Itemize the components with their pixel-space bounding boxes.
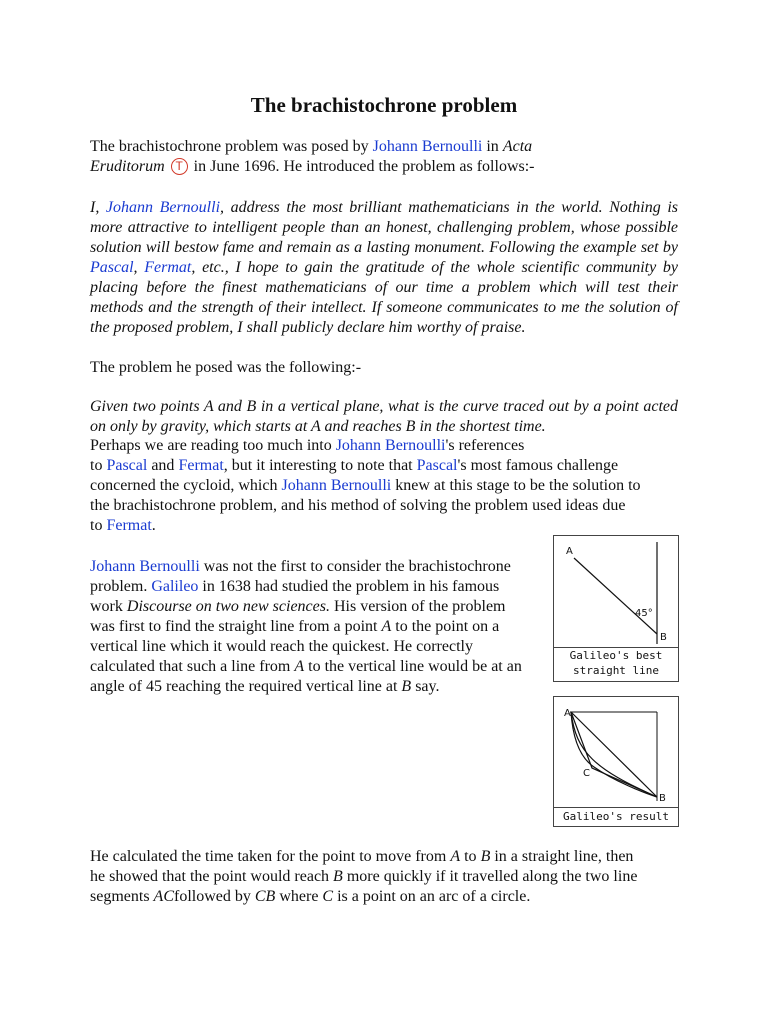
fig2-label-b: B	[659, 793, 666, 804]
link-johann-bernoulli[interactable]: Johann Bernoulli	[335, 437, 446, 454]
link-fermat[interactable]: Fermat	[106, 517, 152, 534]
link-fermat[interactable]: Fermat	[178, 457, 224, 474]
galileo-text: calculated that such a line from	[90, 658, 295, 675]
intro-line-1	[90, 137, 690, 157]
galileo-line	[90, 557, 552, 577]
references-line	[90, 456, 690, 476]
quote-text: ,	[133, 259, 145, 276]
fig1-angle-label: 45°	[635, 608, 653, 619]
journal-title: Eruditorum	[90, 158, 165, 175]
link-pascal[interactable]: Pascal	[90, 259, 134, 276]
galileo-text: to the point on a	[391, 618, 500, 635]
final-text: segments	[90, 888, 154, 905]
book-title: Discourse on two new sciences.	[126, 598, 330, 615]
link-galileo[interactable]: Galileo	[151, 578, 199, 595]
intro-line-2	[90, 157, 690, 177]
point-a: A	[381, 618, 392, 635]
ref-text: , but it interesting to note that	[223, 457, 417, 474]
link-johann-bernoulli[interactable]: Johann Bernoulli	[281, 477, 392, 494]
point-b: B	[333, 868, 343, 885]
figure-galileo-result	[553, 696, 679, 827]
intro-paragraph	[90, 137, 690, 177]
ref-text: 's most famous challenge	[457, 457, 619, 474]
fig1-label-a: A	[566, 546, 573, 557]
link-johann-bernoulli[interactable]: Johann Bernoulli	[90, 558, 200, 575]
galileo-paragraph	[90, 557, 552, 697]
final-paragraph	[90, 847, 690, 907]
quote-text: , etc., I hope to gain the gratitude of the whole scientific community by placing before the finest mathematicians of our time a problem which will test their methods and the strength of their intellect. If someone communicates to me the solution of the proposed problem, I shall publicly declare him worthy of praise.	[90, 259, 679, 336]
final-line	[90, 867, 690, 887]
problem-statement: Given two points A and B in a vertical plane, what is the curve traced out by a point acted on only by gravity, which starts at A and reaches B in the shortest time.	[90, 398, 678, 435]
ref-text: concerned the cycloid, which	[90, 477, 282, 494]
references-line	[90, 516, 690, 536]
galileo-line	[90, 617, 552, 637]
intro-text: The brachistochrone problem was posed by	[90, 138, 373, 155]
journal-title: Acta	[502, 138, 533, 155]
intro-text: in June 1696. He introduced the problem as follows:-	[189, 158, 535, 175]
ref-text: .	[151, 517, 156, 534]
references-line	[90, 436, 690, 456]
galileo-line	[90, 677, 552, 697]
point-b: B	[480, 848, 491, 865]
galileo-text: to the vertical line would be at an	[304, 658, 522, 675]
page-title: The brachistochrone problem	[250, 93, 518, 117]
references-line	[90, 476, 690, 496]
galileo-line	[90, 577, 552, 597]
fig1-label-b: B	[660, 632, 667, 643]
galileo-text: His version of the problem	[329, 598, 506, 615]
final-text: where	[275, 888, 323, 905]
segment-cb: CB	[254, 888, 276, 905]
fig2-label-c: C	[583, 768, 590, 779]
galileo-text: say.	[411, 678, 440, 695]
galileo-text: angle of 45 reaching the required vertical line at	[90, 678, 402, 695]
final-text: He calculated the time taken for the point to move from	[90, 848, 451, 865]
straight-line-ab	[574, 558, 657, 634]
galileo-text: work	[90, 598, 127, 615]
point-b: B	[401, 678, 412, 695]
fig2-label-a: A	[564, 708, 571, 719]
posed-line: The problem he posed was the following:-	[90, 359, 362, 376]
galileo-text: problem.	[90, 578, 152, 595]
references-line: the brachistochrone problem, and his method of solving the problem used ideas due	[90, 497, 626, 514]
final-text: he showed that the point would reach	[90, 868, 334, 885]
galileo-line	[90, 597, 552, 617]
figure-2-caption: Galileo's result	[554, 807, 678, 827]
link-johann-bernoulli[interactable]: Johann Bernoulli	[372, 138, 483, 155]
figure-1-diagram	[554, 536, 678, 648]
link-fermat[interactable]: Fermat	[144, 259, 192, 276]
quote-text: I,	[90, 199, 106, 216]
final-text: is a point on an arc of a circle.	[333, 888, 531, 905]
ref-text: 's references	[445, 437, 525, 454]
ref-text: to	[90, 517, 107, 534]
galileo-text: in 1638 had studied the problem in his famous	[198, 578, 500, 595]
final-text: in a straight line, then	[490, 848, 634, 865]
point-a: A	[294, 658, 305, 675]
point-a: A	[450, 848, 461, 865]
references-paragraph	[90, 436, 690, 536]
translation-t-icon[interactable]: T	[171, 158, 188, 175]
figure-2-diagram	[554, 697, 678, 807]
caption-line: straight line	[572, 664, 660, 677]
galileo-line	[90, 657, 552, 677]
bernoulli-quote	[90, 198, 678, 338]
figure-galileo-straight-line	[553, 535, 679, 682]
figure-1-caption	[554, 647, 678, 682]
final-line	[90, 847, 690, 867]
ref-text: knew at this stage to be the solution to	[391, 477, 641, 494]
intro-text: in	[482, 138, 503, 155]
final-text: followed by	[174, 888, 255, 905]
quote-text: , address the most brilliant mathematicians in the world. Nothing is more attractive to intelligent people than an honest, challenging problem, whose possible solution will bestow fame and remain as a lasting monument. Following the example set by	[90, 199, 678, 256]
link-pascal[interactable]: Pascal	[416, 457, 458, 474]
point-c: C	[322, 888, 334, 905]
galileo-line: vertical line which it would reach the quickest. He correctly	[90, 638, 473, 655]
link-johann-bernoulli[interactable]: Johann Bernoulli	[105, 199, 221, 216]
final-text: more quickly if it travelled along the two line	[342, 868, 638, 885]
straight-line-ab	[571, 712, 657, 797]
ref-text: and	[147, 457, 179, 474]
final-line	[90, 887, 690, 907]
final-text: to	[460, 848, 481, 865]
galileo-text: was first to find the straight line from a point	[90, 618, 382, 635]
galileo-text: was not the first to consider the brachistochrone	[199, 558, 511, 575]
ref-text: to	[90, 457, 107, 474]
link-pascal[interactable]: Pascal	[106, 457, 148, 474]
ref-text: Perhaps we are reading too much into	[90, 437, 336, 454]
caption-line: Galileo's best	[569, 649, 663, 662]
segment-ac: AC	[153, 888, 174, 905]
